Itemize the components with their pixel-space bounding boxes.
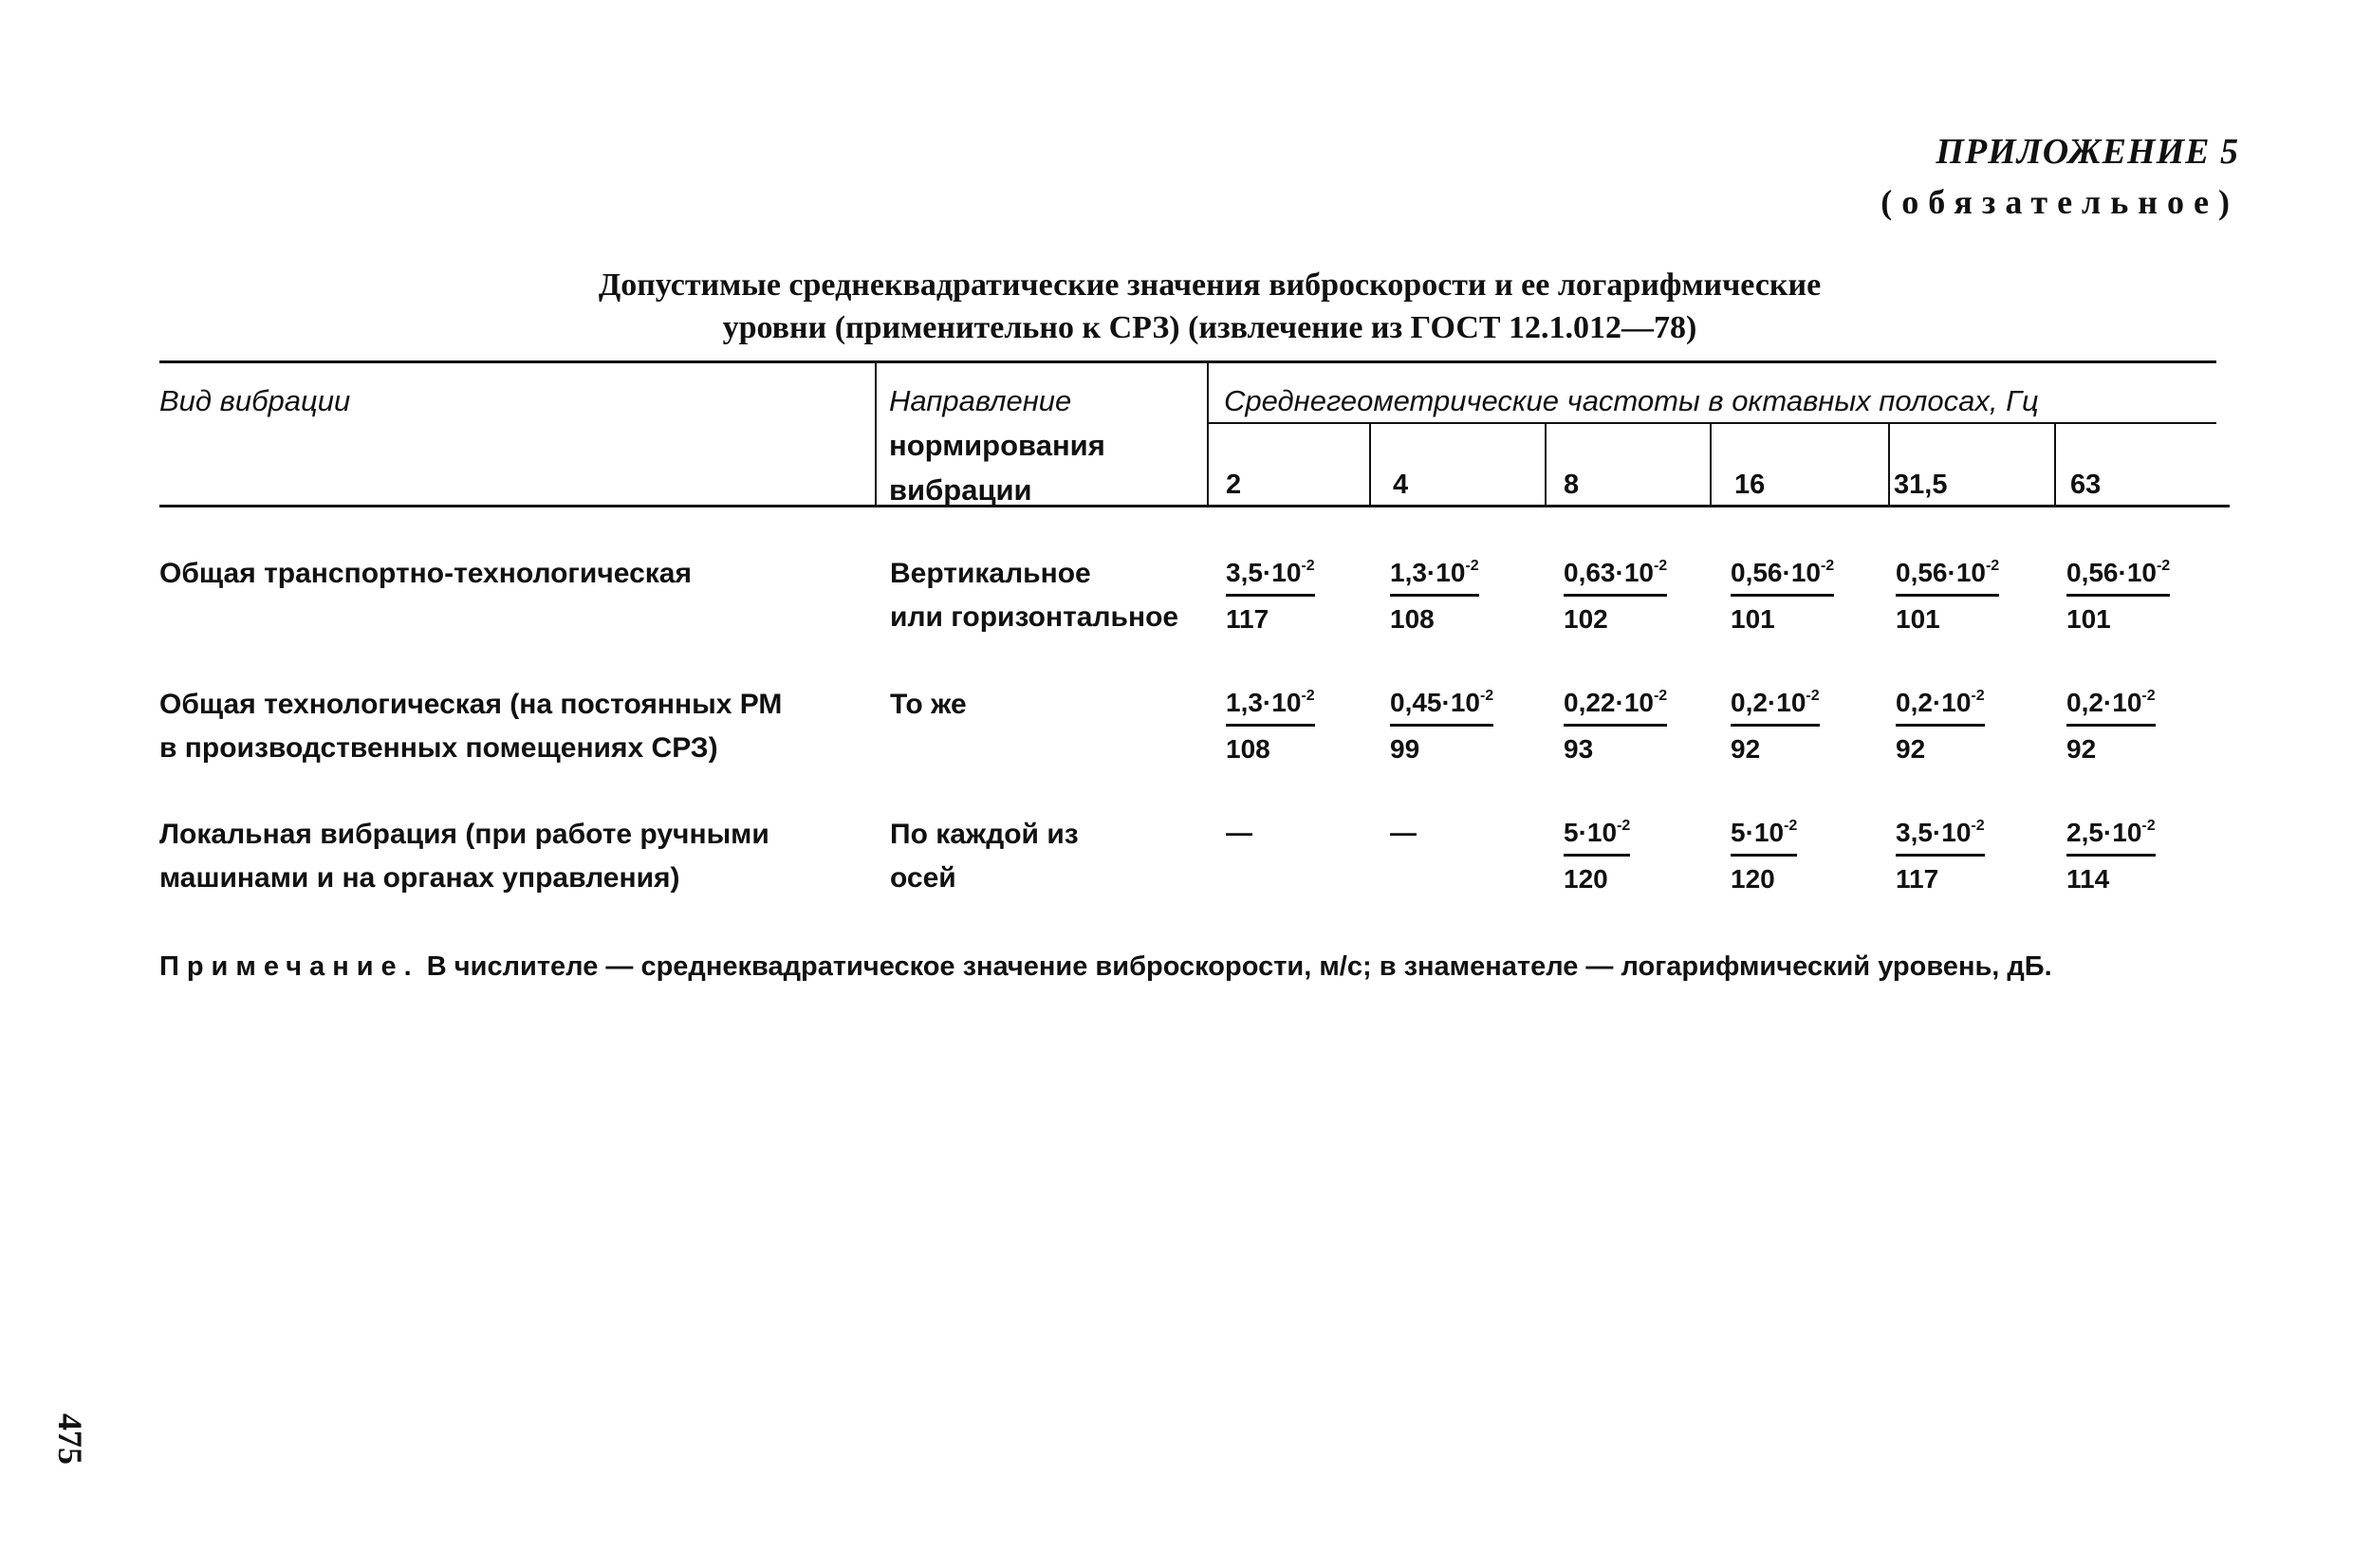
rms-velocity-value <box>1226 558 1315 597</box>
header-direction-line-1: Направление <box>889 384 1072 417</box>
header-bottom-rule <box>159 505 2230 507</box>
velocity-exponent: -2 <box>2141 688 2156 704</box>
column-divider-freq-31-5 <box>1888 424 1890 505</box>
log-level-db: 92 <box>1731 734 1761 764</box>
column-divider-direction <box>875 363 877 505</box>
column-divider-freq-63 <box>2054 424 2056 505</box>
value-cell-r3-c6 <box>2066 818 2156 895</box>
row-2-type-line-1: Общая технологическая (на постоянных РМ <box>159 689 783 720</box>
rms-velocity-value <box>1564 818 1630 857</box>
freq-header-31-5: 31,5 <box>1894 470 1948 500</box>
header-frequencies: Среднегеометрические частоты в октавных полосах, Гц <box>1224 384 2039 417</box>
row-3-direction-line-1: По каждой из <box>890 819 1079 850</box>
rms-velocity-value <box>1896 818 1985 857</box>
row-2-direction-line-1: То же <box>890 689 967 720</box>
velocity-exponent: -2 <box>1617 818 1631 834</box>
rms-velocity-value <box>2066 818 2156 857</box>
rms-velocity-value <box>1390 558 1479 597</box>
log-level-db: 92 <box>1896 734 1926 764</box>
row-2-direction <box>890 683 967 727</box>
table-note <box>159 951 2052 983</box>
note-text: В числителе — среднеквадратическое значение виброскорости, м/с; в знаменателе — логарифмический уровень, дБ. <box>418 951 2052 982</box>
empty-value-dash: — <box>1390 818 1417 847</box>
value-cell-r2-c3 <box>1564 688 1667 765</box>
appendix-status: (обязательное) <box>1881 183 2239 221</box>
velocity-mantissa: 0,63·10 <box>1564 558 1654 587</box>
log-level-db: 108 <box>1226 734 1270 764</box>
value-cell-r3-c3 <box>1564 818 1630 895</box>
velocity-mantissa: 2,5·10 <box>2066 818 2142 847</box>
value-cell-r3-c5 <box>1896 818 1985 895</box>
velocity-mantissa: 0,22·10 <box>1564 688 1654 717</box>
velocity-mantissa: 0,56·10 <box>2066 558 2157 587</box>
velocity-mantissa: 0,2·10 <box>1896 688 1972 717</box>
empty-value-dash: — <box>1226 818 1252 847</box>
value-cell-r3-c4 <box>1731 818 1797 895</box>
row-3-direction <box>890 813 1079 900</box>
page-number: 475 <box>51 1413 89 1465</box>
log-level-db: 101 <box>1731 604 1775 634</box>
freq-header-2: 2 <box>1226 470 1242 500</box>
row-1-type-line-1: Общая транспортно-технологическая <box>159 558 692 589</box>
row-1-direction-line-2: или горизонтальное <box>890 601 1179 633</box>
velocity-exponent: -2 <box>1479 688 1494 704</box>
log-level-db: 102 <box>1564 604 1608 634</box>
velocity-mantissa: 0,56·10 <box>1896 558 1986 587</box>
rms-velocity-value <box>1731 558 1834 597</box>
velocity-mantissa: 5·10 <box>1731 818 1785 847</box>
velocity-mantissa: 1,3·10 <box>1226 688 1302 717</box>
value-cell-r2-c5 <box>1896 688 1985 765</box>
velocity-exponent: -2 <box>1784 818 1798 834</box>
header-direction <box>889 378 1105 512</box>
value-cell-r1-c4 <box>1731 558 1834 635</box>
row-1-vibration-type <box>159 552 692 596</box>
value-cell-r2-c6 <box>2066 688 2156 765</box>
velocity-exponent: -2 <box>2156 558 2171 574</box>
log-level-db: 117 <box>1226 604 1269 634</box>
table-title-line-2: уровни (применительно к СРЗ) (извлечение из ГОСТ 12.1.012—78) <box>722 310 1697 345</box>
freq-header-8: 8 <box>1564 470 1580 500</box>
column-divider-frequencies <box>1207 363 1209 505</box>
velocity-mantissa: 3,5·10 <box>1226 558 1302 587</box>
velocity-exponent: -2 <box>1301 688 1315 704</box>
log-level-db: 114 <box>2066 864 2110 894</box>
table-title-line-1: Допустимые среднеквадратические значения виброскорости и ее логарифмические <box>598 267 1822 303</box>
log-level-db: 92 <box>2066 734 2097 764</box>
row-2-vibration-type <box>159 683 782 770</box>
log-level-db: 99 <box>1390 734 1420 764</box>
row-3-direction-line-2: осей <box>890 862 956 894</box>
note-lead: Примечание. <box>159 951 419 982</box>
velocity-mantissa: 5·10 <box>1564 818 1618 847</box>
row-1-direction <box>890 552 1178 639</box>
table-title <box>285 264 2135 349</box>
velocity-exponent: -2 <box>1985 558 2000 574</box>
rms-velocity-value <box>1564 558 1667 597</box>
velocity-mantissa: 0,45·10 <box>1390 688 1480 717</box>
rms-velocity-value <box>1896 558 1999 597</box>
velocity-mantissa: 3,5·10 <box>1896 818 1972 847</box>
velocity-exponent: -2 <box>1301 558 1315 574</box>
rms-velocity-value <box>1564 688 1667 727</box>
velocity-exponent: -2 <box>1971 688 1985 704</box>
value-cell-r1-c2 <box>1390 558 1479 635</box>
value-cell-r3-c2 <box>1390 818 1417 848</box>
header-direction-line-3: вибрации <box>889 473 1032 507</box>
velocity-mantissa: 0,2·10 <box>2066 688 2142 717</box>
log-level-db: 101 <box>1896 604 1940 634</box>
log-level-db: 93 <box>1564 734 1594 764</box>
rms-velocity-value <box>1896 688 1985 727</box>
row-1-direction-line-1: Вертикальное <box>890 558 1091 589</box>
velocity-exponent: -2 <box>1971 818 1985 834</box>
velocity-mantissa: 0,2·10 <box>1731 688 1806 717</box>
value-cell-r2-c1 <box>1226 688 1315 765</box>
value-cell-r2-c2 <box>1390 688 1493 765</box>
velocity-exponent: -2 <box>1653 558 1668 574</box>
value-cell-r3-c1 <box>1226 818 1252 848</box>
value-cell-r1-c3 <box>1564 558 1667 635</box>
table-top-rule <box>159 360 2216 363</box>
velocity-mantissa: 0,56·10 <box>1731 558 1821 587</box>
log-level-db: 117 <box>1896 864 1939 894</box>
value-cell-r1-c1 <box>1226 558 1315 635</box>
row-2-type-line-2: в производственных помещениях СРЗ) <box>159 732 718 764</box>
rms-velocity-value <box>1731 688 1820 727</box>
appendix-label: ПРИЛОЖЕНИЕ 5 <box>1936 132 2239 172</box>
log-level-db: 108 <box>1390 604 1435 634</box>
row-3-type-line-1: Локальная вибрация (при работе ручными <box>159 819 769 850</box>
freq-header-63: 63 <box>2070 470 2102 500</box>
rms-velocity-value <box>1731 818 1797 857</box>
log-level-db: 120 <box>1731 864 1775 894</box>
velocity-exponent: -2 <box>2141 818 2156 834</box>
value-cell-r1-c6 <box>2066 558 2170 635</box>
header-direction-line-2: нормирования <box>889 429 1105 462</box>
value-cell-r2-c4 <box>1731 688 1820 765</box>
rms-velocity-value <box>2066 688 2156 727</box>
column-divider-freq-16 <box>1710 424 1712 505</box>
row-3-vibration-type <box>159 813 769 900</box>
rms-velocity-value <box>1390 688 1493 727</box>
row-3-type-line-2: машинами и на органах управления) <box>159 862 680 894</box>
freq-header-4: 4 <box>1393 470 1409 500</box>
rms-velocity-value <box>1226 688 1315 727</box>
velocity-exponent: -2 <box>1806 688 1820 704</box>
velocity-exponent: -2 <box>1820 558 1835 574</box>
freq-header-16: 16 <box>1734 470 1766 500</box>
column-divider-freq-4 <box>1369 424 1371 505</box>
column-divider-freq-8 <box>1545 424 1547 505</box>
velocity-mantissa: 1,3·10 <box>1390 558 1466 587</box>
header-vibration-type: Вид вибрации <box>159 384 351 417</box>
log-level-db: 120 <box>1564 864 1608 894</box>
log-level-db: 101 <box>2066 604 2111 634</box>
appendix-heading <box>1881 131 2239 222</box>
value-cell-r1-c5 <box>1896 558 1999 635</box>
velocity-exponent: -2 <box>1465 558 1479 574</box>
velocity-exponent: -2 <box>1653 688 1668 704</box>
rms-velocity-value <box>2066 558 2170 597</box>
